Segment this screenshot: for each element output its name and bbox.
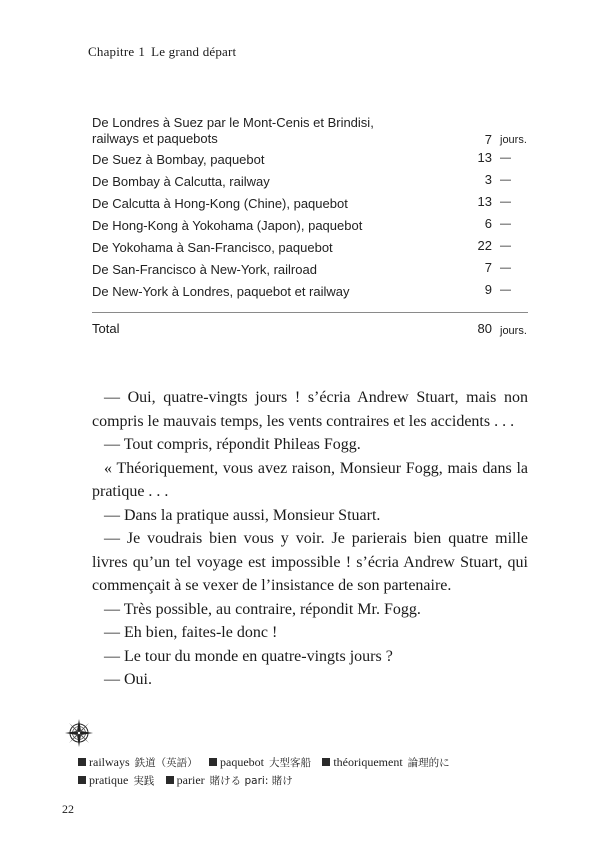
total-days-value: 80 [477,321,492,336]
chapter-number: 1 [138,44,146,59]
total-label: Total [92,321,120,336]
glossary-term: paquebot [220,755,264,769]
paragraph: — Je voudrais bien vous y voir. Je parierais bien quatre mille livres qu’un tel voyage est impossible ! s’écria Andrew Stuart, qui commençait à se vexer de l’insistance de son partenaire. [92,530,528,594]
days-value: 7 [484,260,492,275]
dialogue-text [92,386,528,692]
page-number: 22 [62,802,74,816]
itinerary-total-row [92,318,528,340]
route-text: De Londres à Suez par le Mont-Cenis et Brindisi, railways et paquebots [92,115,374,146]
paragraph: — Très possible, au contraire, répondit Mr. Fogg. [104,600,421,618]
paragraph: — Oui, quatre-vingts jours ! s’écria Andrew Stuart, mais non compris le mauvais temps, les vents contraires et les accidents . . . [92,389,528,430]
route-text: De San-Francisco à New-York, railroad [92,262,317,277]
itinerary-table [92,115,528,303]
days-value: 3 [484,172,492,187]
days-value: 7 [484,132,492,147]
glossary-line [78,754,548,772]
paragraph: — Oui. [104,671,152,688]
bullet-square-icon [78,776,86,784]
paragraph: — Tout compris, répondit Phileas Fogg. [104,436,361,453]
bullet-square-icon [166,776,174,784]
total-days-unit: jours. [500,325,527,337]
bullet-square-icon [209,758,217,766]
glossary-term: théoriquement [333,755,403,769]
glossary-term: parier [176,773,205,787]
days-value: 9 [484,282,492,297]
itinerary-row [92,281,528,303]
days-unit: — [500,262,511,274]
paragraph: — Eh bien, faites-le donc ! [104,624,278,641]
glossary-gloss: 鉄道（英語） [134,757,198,769]
glossary-gloss: 論理的に [407,757,450,769]
days-value: 6 [484,216,492,231]
days-unit: — [500,218,511,230]
itinerary-row [92,259,528,281]
chapter-label: Chapitre [88,44,135,59]
days-unit: jours. [500,134,527,146]
days-unit: — [500,240,511,252]
itinerary-row [92,237,528,259]
days-unit: — [500,284,511,296]
glossary-term: pratique [89,773,129,787]
chapter-title: Le grand départ [151,44,237,59]
compass-rose-icon [64,718,94,748]
bullet-square-icon [78,758,86,766]
route-text: De Hong-Kong à Yokohama (Japon), paquebot [92,218,363,233]
paragraph: « Théoriquement, vous avez raison, Monsieur Fogg, mais dans la pratique . . . [92,459,528,500]
glossary-term: railways [89,755,130,769]
running-header [88,44,236,60]
days-value: 13 [477,194,492,209]
table-divider [92,312,528,313]
glossary-gloss: 大型客船 [269,757,311,769]
itinerary-row [92,149,528,171]
route-text: De Bombay à Calcutta, railway [92,174,270,189]
glossary-line [78,772,548,790]
days-unit: — [500,174,511,186]
route-text: De Calcutta à Hong-Kong (Chine), paquebot [92,196,348,211]
days-value: 22 [477,238,492,253]
itinerary-row [92,215,528,237]
itinerary-row [92,171,528,193]
days-unit: — [500,196,511,208]
days-unit: — [500,152,511,164]
bullet-square-icon [322,758,330,766]
glossary-gloss: 賭ける pari: 賭け [209,775,293,787]
itinerary-row [92,115,528,149]
paragraph: — Dans la pratique aussi, Monsieur Stuart. [104,506,381,524]
route-text: De New-York à Londres, paquebot et railway [92,284,350,299]
itinerary-row [92,193,528,215]
glossary [78,754,548,790]
paragraph: — Le tour du monde en quatre-vingts jours ? [104,647,393,665]
glossary-gloss: 実践 [133,775,155,787]
route-text: De Yokohama à San-Francisco, paquebot [92,240,333,255]
days-value: 13 [477,150,492,165]
route-text: De Suez à Bombay, paquebot [92,152,265,167]
